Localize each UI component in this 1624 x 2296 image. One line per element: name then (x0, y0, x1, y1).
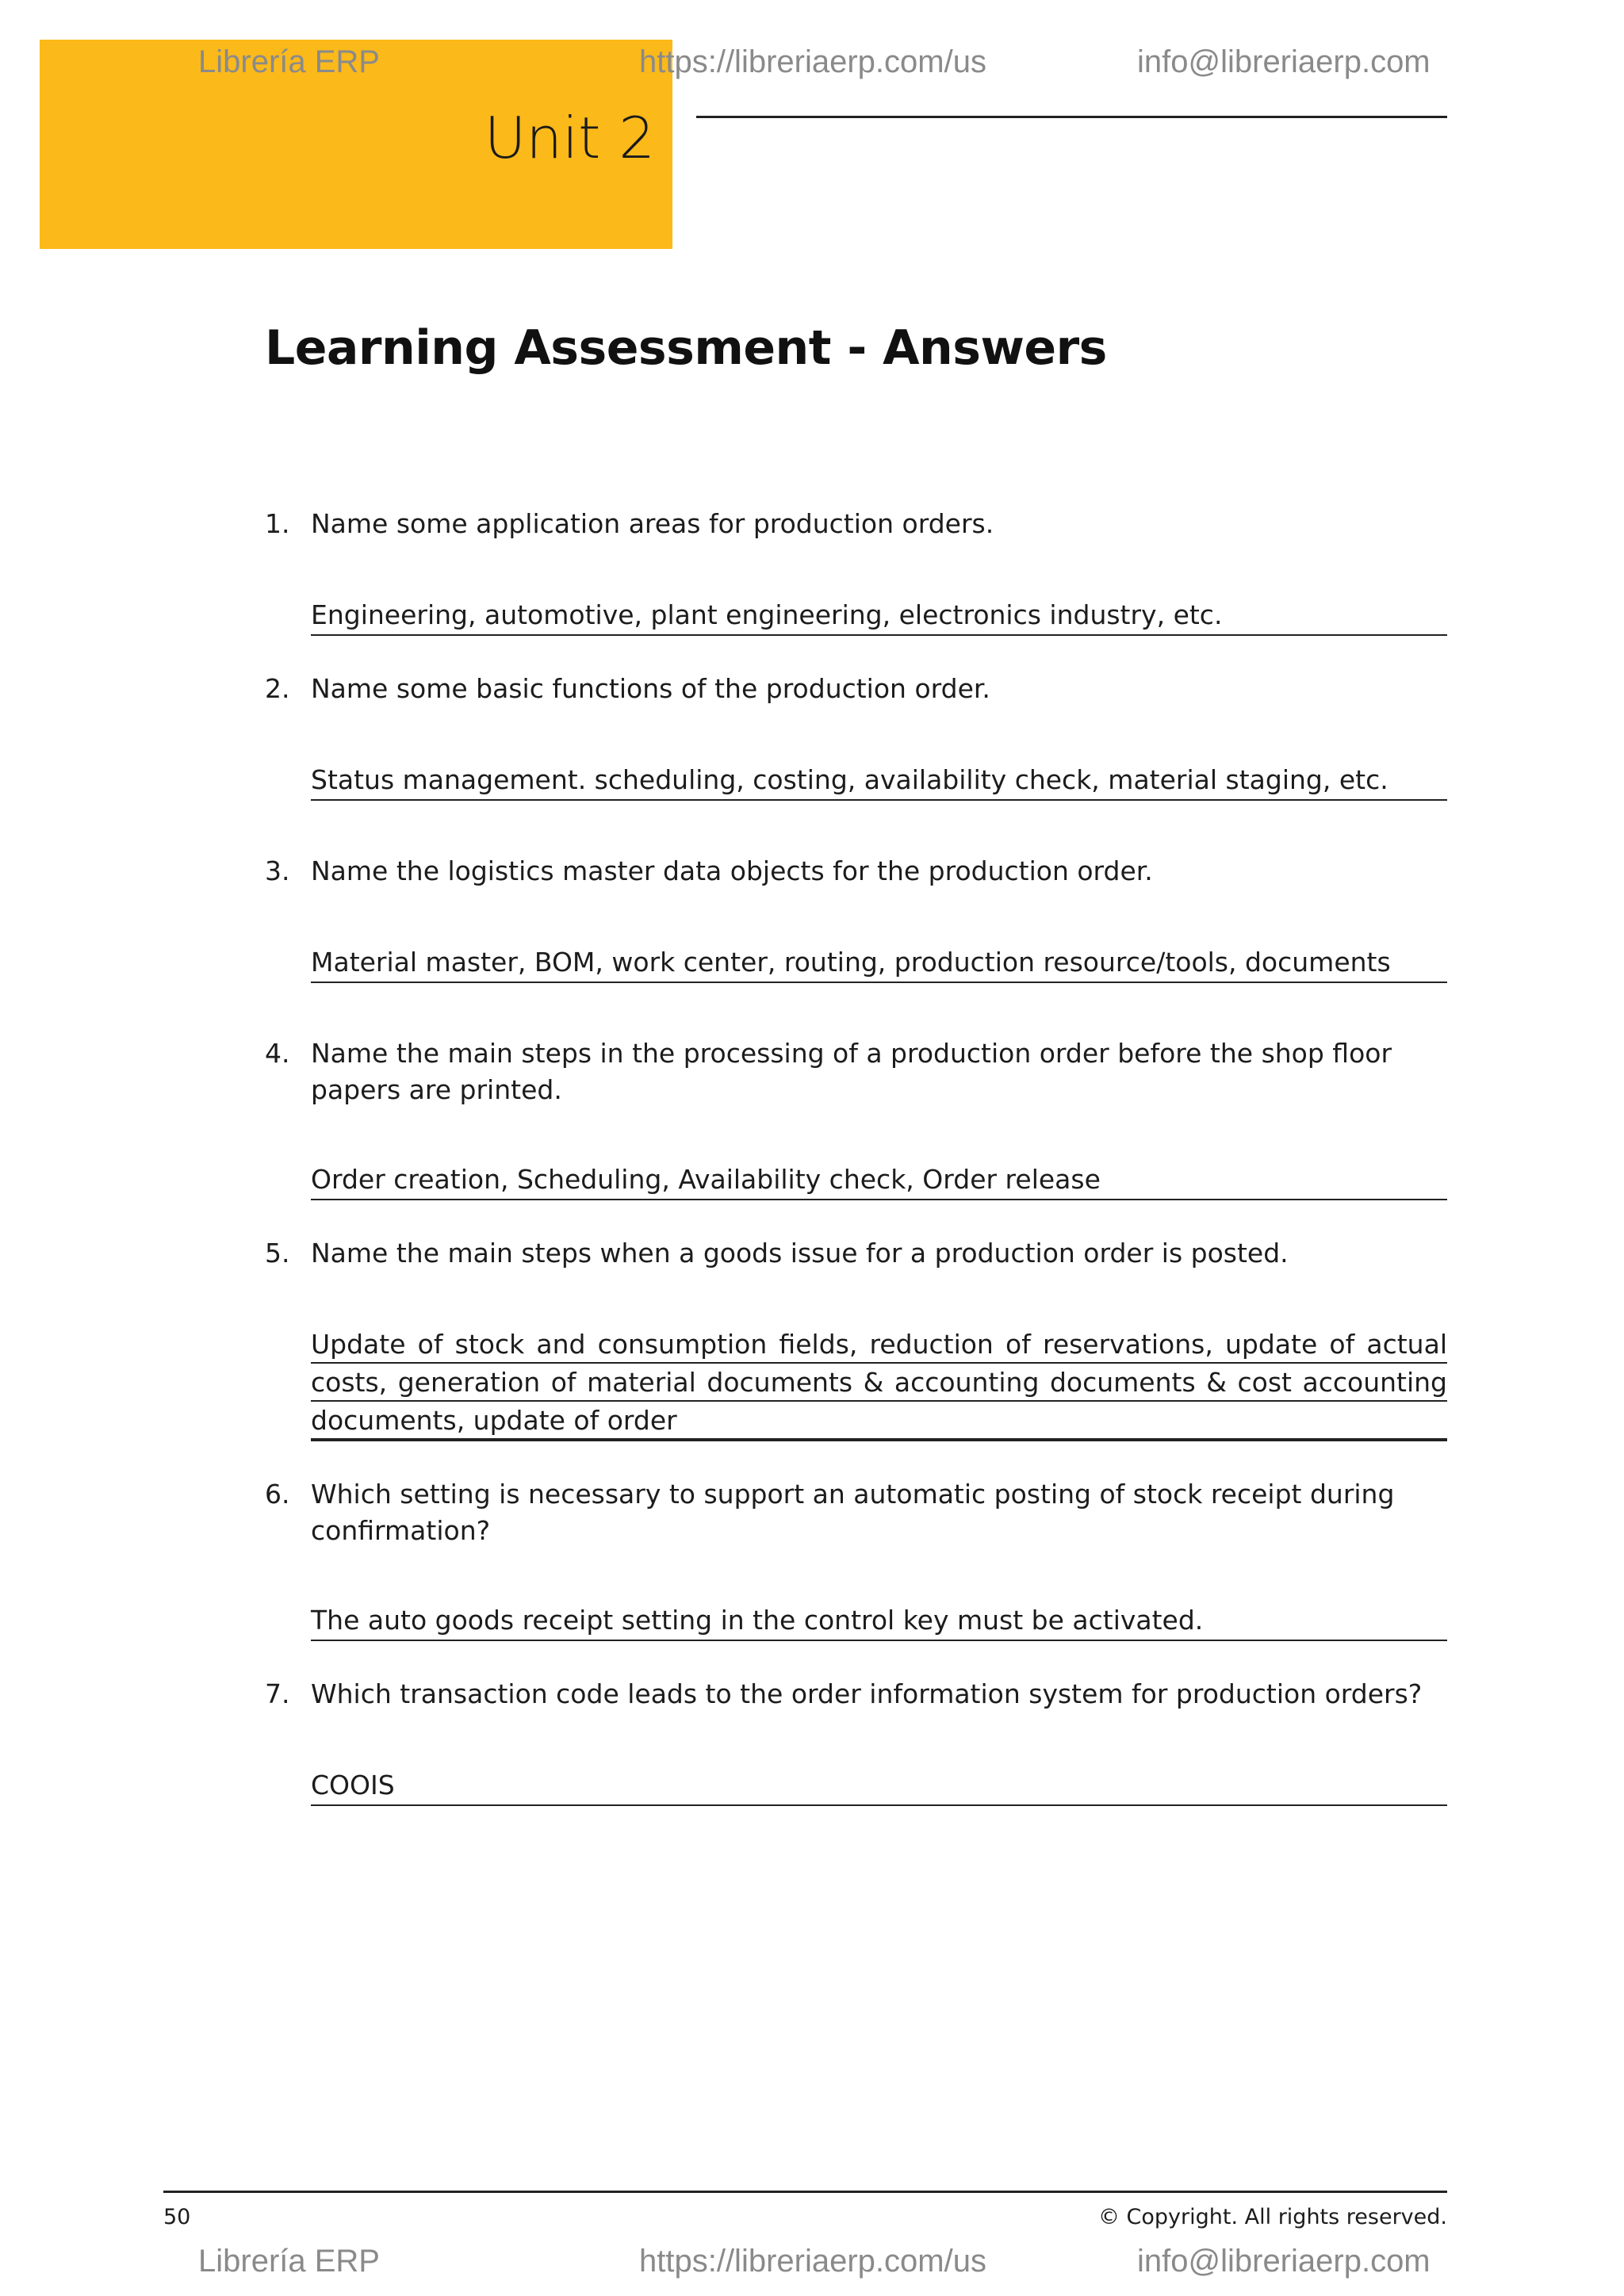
answer-text: Order creation, Scheduling, Availability check, Order release (311, 1161, 1447, 1200)
question-number: 7. (265, 1678, 290, 1709)
question-number: 5. (265, 1238, 290, 1269)
copyright-notice: © Copyright. All rights reserved. (1097, 2205, 1447, 2229)
qa-item-7 (265, 1676, 1447, 1806)
question-number: 3. (265, 855, 290, 886)
question-row (265, 506, 1447, 542)
question-text: Name some application areas for production orders. (311, 508, 994, 539)
answer-text: The auto goods receipt setting in the control key must be activated. (311, 1601, 1447, 1641)
question-number: 1. (265, 508, 290, 539)
watermark-email-bottom: info@libreriaerp.com (1137, 2244, 1431, 2279)
qa-item-4 (265, 1035, 1447, 1200)
watermark-url-bottom: https://libreriaerp.com/us (639, 2244, 986, 2279)
watermark-email-top: info@libreriaerp.com (1137, 44, 1431, 79)
answer-text: COOIS (311, 1766, 1447, 1806)
question-row (265, 1676, 1447, 1712)
question-number: 6. (265, 1479, 290, 1510)
question-row (265, 1035, 1447, 1108)
watermark-url-top: https://libreriaerp.com/us (639, 44, 986, 79)
qa-item-1 (265, 506, 1447, 636)
footer-rule (163, 2191, 1447, 2193)
question-row (265, 853, 1447, 890)
answer-text: Material master, BOM, work center, routing, production resource/tools, documents (311, 943, 1447, 983)
question-text: Name the logistics master data objects for the production order. (311, 855, 1153, 886)
answer-text: Engineering, automotive, plant engineering, electronics industry, etc. (311, 596, 1447, 636)
header-rule (696, 116, 1447, 118)
qa-item-5 (265, 1235, 1447, 1441)
qa-item-6 (265, 1476, 1447, 1641)
question-text: Which setting is necessary to support an automatic posting of stock receipt during confirmation? (311, 1479, 1395, 1546)
qa-item-2 (265, 671, 1447, 801)
question-row (265, 671, 1447, 707)
qa-item-3 (265, 853, 1447, 983)
watermark-brand-top: Librería ERP (198, 44, 380, 79)
answer-text: Update of stock and consumption fields, reduction of reservations, update of actual costs, generation of material documents & accounting documents & cost accounting documents, update of order (311, 1326, 1447, 1441)
question-text: Name the main steps in the processing of a production order before the shop floor papers are printed. (311, 1038, 1392, 1105)
answer-text: Status management. scheduling, costing, availability check, material staging, etc. (311, 761, 1447, 801)
question-text: Name some basic functions of the production order. (311, 673, 990, 704)
page-title: Learning Assessment - Answers (265, 320, 1107, 377)
page-number: 50 (163, 2205, 191, 2229)
question-row (265, 1235, 1447, 1272)
question-number: 4. (265, 1038, 290, 1069)
qa-list (265, 506, 1447, 1806)
unit-label: Unit 2 (484, 105, 655, 171)
watermark-brand-bottom: Librería ERP (198, 2244, 380, 2279)
question-row (265, 1476, 1447, 1549)
question-text: Name the main steps when a goods issue for a production order is posted. (311, 1238, 1289, 1269)
question-number: 2. (265, 673, 290, 704)
question-text: Which transaction code leads to the order information system for production orders? (311, 1678, 1423, 1709)
